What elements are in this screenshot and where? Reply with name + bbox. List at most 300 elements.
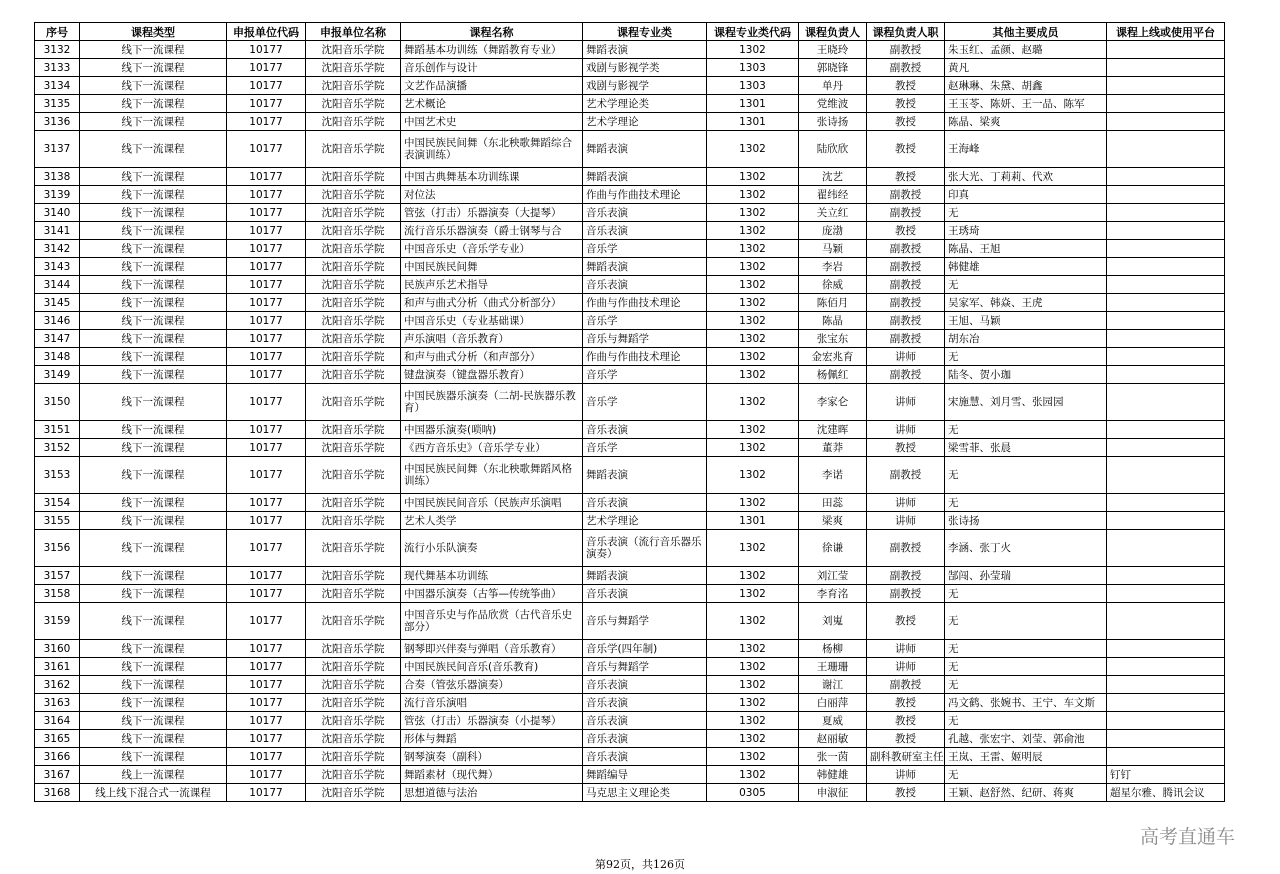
- unit-name-cell: 沈阳音乐学院: [306, 222, 401, 240]
- unit-name-cell: 沈阳音乐学院: [306, 348, 401, 366]
- header-cell: 课程类型: [80, 23, 227, 41]
- unit-name-cell: 沈阳音乐学院: [306, 384, 401, 421]
- row-number-cell: 3143: [35, 258, 80, 276]
- platform-cell: [1107, 312, 1225, 330]
- row-number-cell: 3155: [35, 512, 80, 530]
- course-type-cell: 线下一流课程: [80, 240, 227, 258]
- course-type-cell: 线下一流课程: [80, 95, 227, 113]
- table-row: [35, 384, 1225, 421]
- lead-title-cell: 教授: [867, 439, 945, 457]
- course-type-cell: 线下一流课程: [80, 384, 227, 421]
- platform-cell: [1107, 41, 1225, 59]
- lead-title-cell: 副教授: [867, 530, 945, 567]
- major-code-cell: 1302: [707, 439, 799, 457]
- members-cell: 吴家军、韩焱、王虎: [945, 294, 1107, 312]
- members-cell: 黄凡: [945, 59, 1107, 77]
- lead-title-cell: 教授: [867, 730, 945, 748]
- unit-name-cell: 沈阳音乐学院: [306, 421, 401, 439]
- major-code-cell: 1302: [707, 421, 799, 439]
- unit-code-cell: 10177: [227, 676, 306, 694]
- major-code-cell: 1302: [707, 694, 799, 712]
- major-code-cell: 1302: [707, 766, 799, 784]
- row-number-cell: 3152: [35, 439, 80, 457]
- members-cell: 陆冬、贺小珈: [945, 366, 1107, 384]
- course-type-cell: 线下一流课程: [80, 312, 227, 330]
- major-cell: 舞蹈表演: [583, 131, 707, 168]
- members-cell: 韩健雄: [945, 258, 1107, 276]
- platform-cell: [1107, 640, 1225, 658]
- major-code-cell: 1301: [707, 113, 799, 131]
- lead-cell: 谢江: [799, 676, 867, 694]
- unit-name-cell: 沈阳音乐学院: [306, 41, 401, 59]
- unit-code-cell: 10177: [227, 276, 306, 294]
- table-row: [35, 766, 1225, 784]
- course-name-cell: 中国音乐史（专业基础课）: [401, 312, 583, 330]
- unit-code-cell: 10177: [227, 766, 306, 784]
- members-cell: 无: [945, 676, 1107, 694]
- unit-name-cell: 沈阳音乐学院: [306, 240, 401, 258]
- table-row: [35, 312, 1225, 330]
- header-cell: 申报单位代码: [227, 23, 306, 41]
- platform-cell: [1107, 366, 1225, 384]
- table-row: [35, 348, 1225, 366]
- header-cell: 课程负责人职: [867, 23, 945, 41]
- unit-code-cell: 10177: [227, 585, 306, 603]
- lead-title-cell: 副教授: [867, 204, 945, 222]
- platform-cell: [1107, 77, 1225, 95]
- lead-title-cell: 副教授: [867, 294, 945, 312]
- members-cell: 无: [945, 640, 1107, 658]
- header-cell: 课程专业类代码: [707, 23, 799, 41]
- major-code-cell: 1302: [707, 222, 799, 240]
- unit-code-cell: 10177: [227, 530, 306, 567]
- table-row: [35, 748, 1225, 766]
- course-name-cell: 中国艺术史: [401, 113, 583, 131]
- major-cell: 音乐表演: [583, 204, 707, 222]
- lead-cell: 李育洺: [799, 585, 867, 603]
- major-code-cell: 1301: [707, 512, 799, 530]
- platform-cell: [1107, 168, 1225, 186]
- lead-cell: 王晓玲: [799, 41, 867, 59]
- lead-title-cell: 教授: [867, 603, 945, 640]
- row-number-cell: 3141: [35, 222, 80, 240]
- unit-code-cell: 10177: [227, 330, 306, 348]
- course-type-cell: 线下一流课程: [80, 658, 227, 676]
- row-number-cell: 3153: [35, 457, 80, 494]
- row-number-cell: 3167: [35, 766, 80, 784]
- row-number-cell: 3168: [35, 784, 80, 802]
- major-cell: 音乐学(四年制): [583, 640, 707, 658]
- unit-name-cell: 沈阳音乐学院: [306, 95, 401, 113]
- course-type-cell: 线下一流课程: [80, 512, 227, 530]
- major-code-cell: 1302: [707, 748, 799, 766]
- row-number-cell: 3166: [35, 748, 80, 766]
- major-cell: 马克思主义理论类: [583, 784, 707, 802]
- major-code-cell: 0305: [707, 784, 799, 802]
- major-cell: 音乐学: [583, 366, 707, 384]
- watermark: 高考直通车: [1140, 826, 1236, 848]
- members-cell: 梁雪菲、张晨: [945, 439, 1107, 457]
- row-number-cell: 3132: [35, 41, 80, 59]
- page-footer: 第92页，共126页: [595, 858, 685, 871]
- platform-cell: [1107, 567, 1225, 585]
- unit-code-cell: 10177: [227, 294, 306, 312]
- members-cell: 郜闯、孙莹瑞: [945, 567, 1107, 585]
- members-cell: 无: [945, 658, 1107, 676]
- course-name-cell: 民族声乐艺术指导: [401, 276, 583, 294]
- course-type-cell: 线下一流课程: [80, 730, 227, 748]
- table-row: [35, 186, 1225, 204]
- lead-title-cell: 教授: [867, 77, 945, 95]
- lead-cell: 田蕊: [799, 494, 867, 512]
- major-code-cell: 1302: [707, 730, 799, 748]
- platform-cell: [1107, 748, 1225, 766]
- major-cell: 音乐与舞蹈学: [583, 330, 707, 348]
- platform-cell: [1107, 276, 1225, 294]
- course-table: [34, 22, 1225, 802]
- unit-name-cell: 沈阳音乐学院: [306, 439, 401, 457]
- table-row: [35, 421, 1225, 439]
- table-row: [35, 567, 1225, 585]
- members-cell: 宋施慧、刘月雪、张园园: [945, 384, 1107, 421]
- row-number-cell: 3133: [35, 59, 80, 77]
- table-row: [35, 240, 1225, 258]
- row-number-cell: 3138: [35, 168, 80, 186]
- members-cell: 无: [945, 494, 1107, 512]
- row-number-cell: 3164: [35, 712, 80, 730]
- unit-name-cell: 沈阳音乐学院: [306, 784, 401, 802]
- row-number-cell: 3154: [35, 494, 80, 512]
- unit-code-cell: 10177: [227, 694, 306, 712]
- major-cell: 音乐表演（流行音乐器乐演奏）: [583, 530, 707, 567]
- lead-title-cell: 讲师: [867, 658, 945, 676]
- course-name-cell: 艺术人类学: [401, 512, 583, 530]
- major-cell: 音乐表演: [583, 676, 707, 694]
- major-code-cell: 1302: [707, 348, 799, 366]
- platform-cell: [1107, 330, 1225, 348]
- table-row: [35, 494, 1225, 512]
- course-name-cell: 钢琴即兴伴奏与弹唱（音乐教育）: [401, 640, 583, 658]
- unit-name-cell: 沈阳音乐学院: [306, 366, 401, 384]
- platform-cell: [1107, 494, 1225, 512]
- platform-cell: [1107, 131, 1225, 168]
- lead-cell: 马颖: [799, 240, 867, 258]
- course-type-cell: 线下一流课程: [80, 694, 227, 712]
- lead-cell: 沈艺: [799, 168, 867, 186]
- table-row: [35, 730, 1225, 748]
- major-cell: 舞蹈表演: [583, 258, 707, 276]
- course-name-cell: 和声与曲式分析（曲式分析部分）: [401, 294, 583, 312]
- lead-cell: 郭晓锋: [799, 59, 867, 77]
- course-type-cell: 线下一流课程: [80, 457, 227, 494]
- unit-code-cell: 10177: [227, 348, 306, 366]
- lead-cell: 沈建晖: [799, 421, 867, 439]
- unit-code-cell: 10177: [227, 240, 306, 258]
- lead-cell: 王珊珊: [799, 658, 867, 676]
- major-cell: 音乐与舞蹈学: [583, 603, 707, 640]
- major-cell: 音乐表演: [583, 494, 707, 512]
- table-row: [35, 222, 1225, 240]
- unit-name-cell: 沈阳音乐学院: [306, 676, 401, 694]
- lead-cell: 翟纬经: [799, 186, 867, 204]
- lead-title-cell: 讲师: [867, 640, 945, 658]
- course-type-cell: 线下一流课程: [80, 168, 227, 186]
- course-type-cell: 线下一流课程: [80, 204, 227, 222]
- lead-cell: 陈佰月: [799, 294, 867, 312]
- members-cell: 无: [945, 348, 1107, 366]
- members-cell: 王海峰: [945, 131, 1107, 168]
- table-row: [35, 276, 1225, 294]
- members-cell: 无: [945, 766, 1107, 784]
- lead-title-cell: 讲师: [867, 766, 945, 784]
- major-code-cell: 1302: [707, 240, 799, 258]
- platform-cell: [1107, 113, 1225, 131]
- unit-code-cell: 10177: [227, 421, 306, 439]
- header-cell: 课程负责人: [799, 23, 867, 41]
- unit-code-cell: 10177: [227, 312, 306, 330]
- header-cell: 课程上线或使用平台: [1107, 23, 1225, 41]
- row-number-cell: 3134: [35, 77, 80, 95]
- members-cell: 无: [945, 603, 1107, 640]
- row-number-cell: 3144: [35, 276, 80, 294]
- lead-cell: 韩健雄: [799, 766, 867, 784]
- lead-cell: 徐威: [799, 276, 867, 294]
- lead-cell: 金宏兆育: [799, 348, 867, 366]
- major-cell: 舞蹈表演: [583, 41, 707, 59]
- row-number-cell: 3158: [35, 585, 80, 603]
- major-code-cell: 1302: [707, 457, 799, 494]
- course-name-cell: 中国民族民间音乐（民族声乐演唱: [401, 494, 583, 512]
- course-type-cell: 线下一流课程: [80, 439, 227, 457]
- table-row: [35, 640, 1225, 658]
- header-row: [35, 23, 1225, 41]
- course-name-cell: 流行音乐乐器演奏（爵士钢琴与合: [401, 222, 583, 240]
- course-type-cell: 线下一流课程: [80, 712, 227, 730]
- platform-cell: [1107, 222, 1225, 240]
- lead-title-cell: 副教授: [867, 59, 945, 77]
- course-name-cell: 艺术概论: [401, 95, 583, 113]
- course-name-cell: 形体与舞蹈: [401, 730, 583, 748]
- course-type-cell: 线下一流课程: [80, 186, 227, 204]
- major-cell: 戏剧与影视学: [583, 77, 707, 95]
- unit-code-cell: 10177: [227, 222, 306, 240]
- course-type-cell: 线下一流课程: [80, 41, 227, 59]
- major-cell: 作曲与作曲技术理论: [583, 294, 707, 312]
- course-type-cell: 线下一流课程: [80, 258, 227, 276]
- lead-title-cell: 副教授: [867, 676, 945, 694]
- platform-cell: [1107, 384, 1225, 421]
- unit-code-cell: 10177: [227, 640, 306, 658]
- table-row: [35, 41, 1225, 59]
- major-code-cell: 1302: [707, 131, 799, 168]
- members-cell: 无: [945, 712, 1107, 730]
- lead-title-cell: 教授: [867, 784, 945, 802]
- table-row: [35, 712, 1225, 730]
- lead-title-cell: 讲师: [867, 421, 945, 439]
- unit-name-cell: 沈阳音乐学院: [306, 168, 401, 186]
- unit-code-cell: 10177: [227, 512, 306, 530]
- lead-title-cell: 副教授: [867, 585, 945, 603]
- major-code-cell: 1302: [707, 603, 799, 640]
- row-number-cell: 3145: [35, 294, 80, 312]
- row-number-cell: 3150: [35, 384, 80, 421]
- members-cell: 无: [945, 276, 1107, 294]
- course-name-cell: 音乐创作与设计: [401, 59, 583, 77]
- table-row: [35, 457, 1225, 494]
- major-cell: 音乐表演: [583, 730, 707, 748]
- platform-cell: [1107, 712, 1225, 730]
- unit-code-cell: 10177: [227, 384, 306, 421]
- lead-title-cell: 副教授: [867, 276, 945, 294]
- unit-code-cell: 10177: [227, 712, 306, 730]
- platform-cell: [1107, 585, 1225, 603]
- lead-cell: 刘嵬: [799, 603, 867, 640]
- major-cell: 作曲与作曲技术理论: [583, 186, 707, 204]
- lead-cell: 张宝东: [799, 330, 867, 348]
- platform-cell: [1107, 439, 1225, 457]
- unit-name-cell: 沈阳音乐学院: [306, 494, 401, 512]
- major-code-cell: 1302: [707, 41, 799, 59]
- table-row: [35, 77, 1225, 95]
- row-number-cell: 3137: [35, 131, 80, 168]
- lead-title-cell: 副教授: [867, 457, 945, 494]
- unit-code-cell: 10177: [227, 603, 306, 640]
- members-cell: 无: [945, 585, 1107, 603]
- course-name-cell: 对位法: [401, 186, 583, 204]
- major-cell: 音乐学: [583, 240, 707, 258]
- course-name-cell: 合奏（管弦乐器演奏）: [401, 676, 583, 694]
- members-cell: 孔越、张宏宇、刘莹、郭俞池: [945, 730, 1107, 748]
- unit-code-cell: 10177: [227, 168, 306, 186]
- major-cell: 戏剧与影视学类: [583, 59, 707, 77]
- members-cell: 王岚、王雷、姬明辰: [945, 748, 1107, 766]
- row-number-cell: 3148: [35, 348, 80, 366]
- unit-code-cell: 10177: [227, 41, 306, 59]
- row-number-cell: 3142: [35, 240, 80, 258]
- major-code-cell: 1302: [707, 312, 799, 330]
- lead-cell: 杨柳: [799, 640, 867, 658]
- unit-name-cell: 沈阳音乐学院: [306, 312, 401, 330]
- unit-code-cell: 10177: [227, 748, 306, 766]
- members-cell: 无: [945, 421, 1107, 439]
- course-type-cell: 线下一流课程: [80, 59, 227, 77]
- major-cell: 艺术学理论类: [583, 95, 707, 113]
- course-name-cell: 中国民族民间音乐(音乐教育): [401, 658, 583, 676]
- members-cell: 陈晶、梁爽: [945, 113, 1107, 131]
- course-name-cell: 流行音乐演唱: [401, 694, 583, 712]
- row-number-cell: 3147: [35, 330, 80, 348]
- row-number-cell: 3160: [35, 640, 80, 658]
- platform-cell: [1107, 658, 1225, 676]
- lead-title-cell: 副教授: [867, 312, 945, 330]
- major-cell: 舞蹈表演: [583, 457, 707, 494]
- course-name-cell: 键盘演奏（键盘器乐教育）: [401, 366, 583, 384]
- lead-title-cell: 教授: [867, 222, 945, 240]
- major-cell: 音乐表演: [583, 276, 707, 294]
- row-number-cell: 3135: [35, 95, 80, 113]
- unit-name-cell: 沈阳音乐学院: [306, 730, 401, 748]
- lead-cell: 白丽萍: [799, 694, 867, 712]
- lead-cell: 董莽: [799, 439, 867, 457]
- members-cell: 胡东冶: [945, 330, 1107, 348]
- unit-name-cell: 沈阳音乐学院: [306, 658, 401, 676]
- table-row: [35, 658, 1225, 676]
- row-number-cell: 3156: [35, 530, 80, 567]
- row-number-cell: 3162: [35, 676, 80, 694]
- lead-cell: 陆欣欣: [799, 131, 867, 168]
- row-number-cell: 3146: [35, 312, 80, 330]
- lead-cell: 李诺: [799, 457, 867, 494]
- course-name-cell: 中国民族民间舞（东北秧歌舞蹈综合表演训练）: [401, 131, 583, 168]
- course-name-cell: 和声与曲式分析（和声部分）: [401, 348, 583, 366]
- major-code-cell: 1302: [707, 330, 799, 348]
- platform-cell: [1107, 457, 1225, 494]
- course-name-cell: 中国音乐史与作品欣赏（古代音乐史部分）: [401, 603, 583, 640]
- course-type-cell: 线下一流课程: [80, 348, 227, 366]
- major-code-cell: 1302: [707, 168, 799, 186]
- members-cell: 王琇琦: [945, 222, 1107, 240]
- platform-cell: [1107, 258, 1225, 276]
- members-cell: 冯文鹤、张婉书、王宁、车文斯: [945, 694, 1107, 712]
- course-name-cell: 中国古典舞基本功训练课: [401, 168, 583, 186]
- row-number-cell: 3136: [35, 113, 80, 131]
- course-type-cell: 线下一流课程: [80, 276, 227, 294]
- unit-name-cell: 沈阳音乐学院: [306, 204, 401, 222]
- unit-name-cell: 沈阳音乐学院: [306, 530, 401, 567]
- lead-title-cell: 讲师: [867, 512, 945, 530]
- row-number-cell: 3140: [35, 204, 80, 222]
- row-number-cell: 3159: [35, 603, 80, 640]
- unit-name-cell: 沈阳音乐学院: [306, 77, 401, 95]
- unit-name-cell: 沈阳音乐学院: [306, 276, 401, 294]
- lead-cell: 党维波: [799, 95, 867, 113]
- major-code-cell: 1302: [707, 204, 799, 222]
- major-cell: 音乐表演: [583, 222, 707, 240]
- unit-code-cell: 10177: [227, 457, 306, 494]
- header-cell: 课程名称: [401, 23, 583, 41]
- members-cell: 张诗扬: [945, 512, 1107, 530]
- course-name-cell: 思想道德与法治: [401, 784, 583, 802]
- platform-cell: [1107, 186, 1225, 204]
- table-row: [35, 676, 1225, 694]
- course-name-cell: 钢琴演奏（副科）: [401, 748, 583, 766]
- lead-cell: 刘江莹: [799, 567, 867, 585]
- course-type-cell: 线下一流课程: [80, 222, 227, 240]
- members-cell: 无: [945, 457, 1107, 494]
- major-code-cell: 1302: [707, 658, 799, 676]
- table-row: [35, 95, 1225, 113]
- unit-name-cell: 沈阳音乐学院: [306, 457, 401, 494]
- major-code-cell: 1303: [707, 59, 799, 77]
- members-cell: 无: [945, 204, 1107, 222]
- table-row: [35, 512, 1225, 530]
- platform-cell: [1107, 512, 1225, 530]
- platform-cell: [1107, 95, 1225, 113]
- lead-title-cell: 教授: [867, 131, 945, 168]
- course-name-cell: 《西方音乐史》（音乐学专业）: [401, 439, 583, 457]
- major-code-cell: 1302: [707, 585, 799, 603]
- unit-code-cell: 10177: [227, 77, 306, 95]
- unit-code-cell: 10177: [227, 59, 306, 77]
- course-type-cell: 线下一流课程: [80, 421, 227, 439]
- unit-name-cell: 沈阳音乐学院: [306, 603, 401, 640]
- course-name-cell: 中国民族民间舞: [401, 258, 583, 276]
- lead-title-cell: 讲师: [867, 348, 945, 366]
- major-cell: 音乐与舞蹈学: [583, 658, 707, 676]
- lead-title-cell: 副教授: [867, 330, 945, 348]
- unit-code-cell: 10177: [227, 784, 306, 802]
- table-row: [35, 603, 1225, 640]
